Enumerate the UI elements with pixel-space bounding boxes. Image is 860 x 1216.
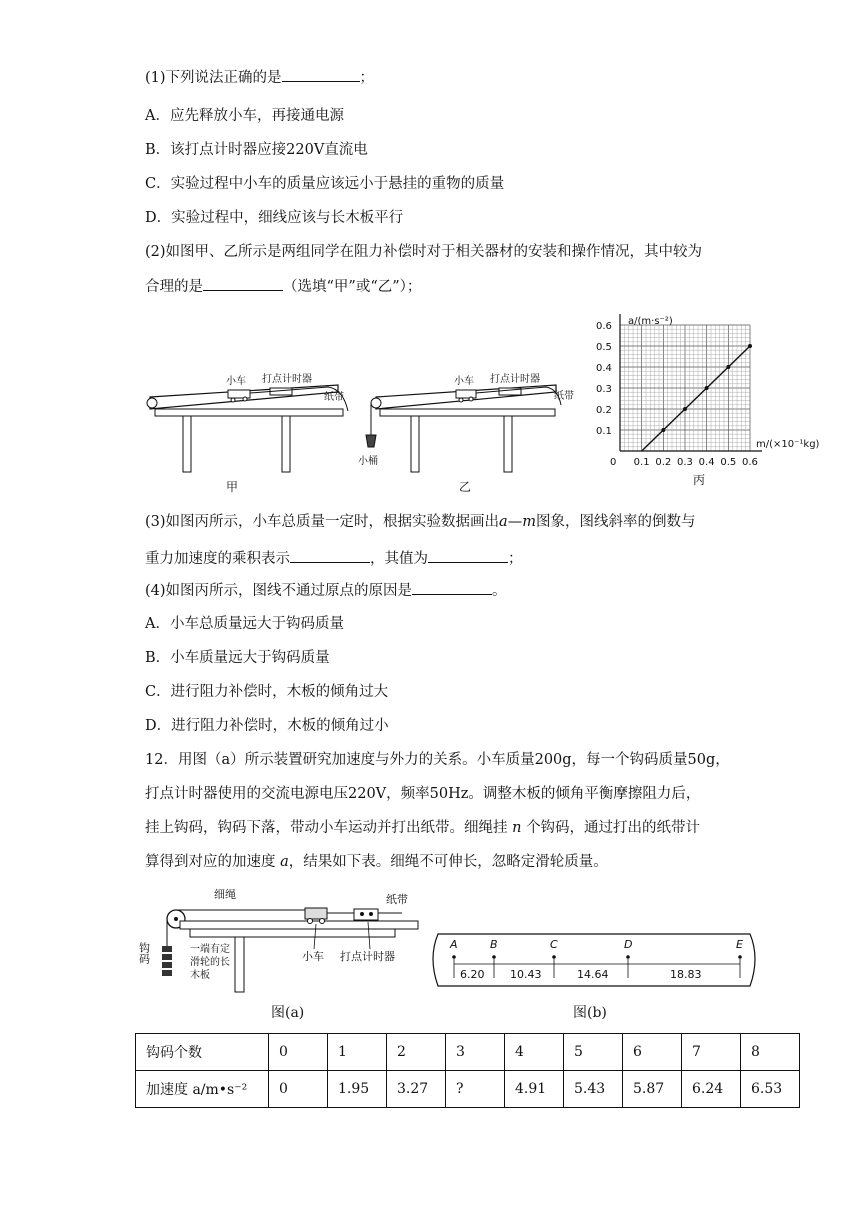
chart-y-label: a/(m·s⁻²) <box>628 316 673 327</box>
q1-option-b: B．该打点计时器应接220V直流电 <box>145 142 368 158</box>
q1-stem <box>145 67 374 88</box>
table-cell: 3 <box>446 1034 505 1071</box>
table-row-label: 加速度 a/m•s⁻² <box>136 1071 269 1108</box>
table-cell: 3.27 <box>387 1071 446 1108</box>
tape-point-label: C <box>550 938 558 951</box>
q1-option-d: D．实验过程中，细线应该与长木板平行 <box>145 210 404 226</box>
q4-answer-blank[interactable] <box>412 580 492 595</box>
q2-line2 <box>145 276 421 297</box>
q1-stem-text: (1)下列说法正确的是 <box>145 70 282 86</box>
jia-tape-label: 纸带 <box>324 392 344 403</box>
q4-option-b: B．小车质量远大于钩码质量 <box>145 650 330 666</box>
q3-line2-c: ； <box>508 551 523 567</box>
q12-var-n: n <box>512 820 522 836</box>
a-table-top <box>190 929 395 937</box>
table-row <box>136 1071 800 1108</box>
tape-distance-label: 6.20 <box>460 968 485 981</box>
q12-line1: 12．用图（a）所示装置研究加速度与外力的关系。小车质量200g，每一个钩码质量50g， <box>145 752 730 768</box>
q4-stem <box>145 580 507 601</box>
yi-timer-label: 打点计时器 <box>490 374 540 385</box>
table-cell: 1.95 <box>328 1071 387 1108</box>
chart-x-tick-label: 0.2 <box>655 457 672 468</box>
a-timer-dot <box>369 912 373 916</box>
tape-distance-label: 10.43 <box>510 968 542 981</box>
table-cell: 8 <box>741 1034 800 1071</box>
figure-jia <box>138 365 368 495</box>
a-wheel-icon <box>320 919 325 924</box>
a-timer-icon <box>354 909 378 920</box>
chart-x-tick-label: 0.5 <box>720 457 737 468</box>
table-cell: ? <box>446 1071 505 1108</box>
tape-dot <box>452 955 456 959</box>
yi-wheel-icon <box>459 398 463 402</box>
q4-stem-end: 。 <box>492 583 507 599</box>
chart-fit-line <box>642 346 750 451</box>
chart-y-tick-label: 0.3 <box>596 384 612 395</box>
table-cell: 6.24 <box>682 1071 741 1108</box>
jia-table-top <box>155 409 343 416</box>
table-cell: 7 <box>682 1034 741 1071</box>
yi-bucket-icon <box>366 435 376 447</box>
q3-var-m: m <box>522 514 536 530</box>
a-pulley-axle <box>174 917 178 921</box>
q3-text-b: 图象，图线斜率的倒数与 <box>535 514 696 530</box>
q12-line4 <box>145 852 608 872</box>
q3-line2 <box>145 548 523 569</box>
a-table-leg <box>235 937 244 992</box>
q3-line2-b: ，其值为 <box>370 551 428 567</box>
jia-car-label: 小车 <box>226 376 246 387</box>
q12-line4-tail: ，结果如下表。细绳不可伸长，忽略定滑轮质量。 <box>288 854 608 870</box>
a-timer-label: 打点计时器 <box>340 950 395 963</box>
q12-line2: 打点计时器使用的交流电源电压220V，频率50Hz。调整木板的倾角平衡摩擦阻力后， <box>145 786 701 802</box>
a-car-label: 小车 <box>302 950 324 963</box>
yi-car-icon <box>456 390 476 398</box>
q1-option-c: C．实验过程中小车的质量应该远小于悬挂的重物的质量 <box>145 176 505 192</box>
tape-dot <box>738 955 742 959</box>
jia-timer-label: 打点计时器 <box>262 374 312 385</box>
a-weight-icon <box>162 962 172 968</box>
q2-line2-a: 合理的是 <box>145 279 203 295</box>
yi-tape-label: 纸带 <box>554 391 574 402</box>
q2-line1: (2)如图甲、乙所示是两组同学在阻力补偿时对于相关器材的安装和操作情况，其中较为 <box>145 244 703 260</box>
tape-distance-label: 14.64 <box>577 968 609 981</box>
a-weight-icon <box>162 954 172 960</box>
tape-point-label: B <box>490 938 498 951</box>
jia-table-leg-right <box>282 416 290 472</box>
q1-option-a: A．应先释放小车，再接通电源 <box>145 108 344 124</box>
figure-bing-chart <box>590 308 830 488</box>
yi-pulley-icon <box>371 398 381 408</box>
jia-pulley-icon <box>147 398 157 408</box>
tape-point-label: E <box>736 938 743 951</box>
chart-x-tick-label: 0 <box>610 457 617 468</box>
q3-answer-blank-1[interactable] <box>290 548 370 563</box>
chart-data-point <box>726 365 730 369</box>
q4-stem-text: (4)如图丙所示，图线不通过原点的原因是 <box>145 583 413 599</box>
jia-caption: 甲 <box>226 480 239 494</box>
table-row <box>136 1034 800 1071</box>
q1-answer-blank[interactable] <box>282 67 360 82</box>
yi-caption: 乙 <box>459 480 472 494</box>
chart-x-tick-label: 0.1 <box>633 457 650 468</box>
yi-car-label: 小车 <box>454 376 474 387</box>
table-cell: 4 <box>505 1034 564 1071</box>
table-cell: 6 <box>623 1034 682 1071</box>
chart-grid <box>620 325 750 451</box>
tape-dot <box>552 955 556 959</box>
tape-dot <box>626 955 630 959</box>
a-rope-label: 细绳 <box>214 888 236 901</box>
chart-x-tick-label: 0.4 <box>698 457 715 468</box>
q4-option-c: C．进行阻力补偿时，木板的倾角过大 <box>145 684 389 700</box>
q12-line3-text: 挂上钩码，钩码下落，带动小车运动并打出纸带。细绳挂 <box>145 820 508 836</box>
tape-point-label: A <box>450 938 458 951</box>
q2-answer-blank[interactable] <box>203 276 283 291</box>
chart-y-tick-label: 0.4 <box>596 363 612 374</box>
table-cell: 0 <box>269 1071 328 1108</box>
q4-option-d: D．进行阻力补偿时，木板的倾角过小 <box>145 718 389 734</box>
figure-a <box>137 884 422 994</box>
tape-dot <box>492 955 496 959</box>
yi-table-leg-left <box>411 416 419 472</box>
chart-marks <box>642 344 752 451</box>
figure-b <box>430 928 766 994</box>
a-weights-label: 钩码 <box>137 942 151 964</box>
yi-table-leg-right <box>504 416 512 472</box>
a-car-icon <box>305 908 327 919</box>
q3-line1 <box>145 512 695 532</box>
a-board-label-2: 滑轮的长 <box>190 957 230 968</box>
jia-table-leg-left <box>183 416 191 472</box>
yi-bucket-label: 小桶 <box>358 456 378 467</box>
q3-text-a: (3)如图丙所示，小车总质量一定时，根据实验数据画出 <box>145 514 500 530</box>
chart-y-tick-label: 0.5 <box>596 342 612 353</box>
chart-y-tick-label: 0.6 <box>596 321 612 332</box>
jia-car-icon <box>228 390 250 398</box>
figure-a-caption: 图(a) <box>271 1005 305 1021</box>
q12-line4-text: 算得到对应的加速度 <box>145 854 276 870</box>
a-long-board <box>180 921 418 929</box>
chart-data-point <box>705 386 709 390</box>
table-cell: 2 <box>387 1034 446 1071</box>
q12-line3 <box>145 818 700 838</box>
table-cell: 6.53 <box>741 1071 800 1108</box>
q3-dash: — <box>507 514 523 530</box>
chart-y-tick-label: 0.1 <box>596 426 612 437</box>
a-weight-icon <box>162 970 172 976</box>
table-cell: 1 <box>328 1034 387 1071</box>
q3-line2-a: 重力加速度的乘积表示 <box>145 551 290 567</box>
data-table <box>135 1033 800 1108</box>
q4-option-a: A．小车总质量远大于钩码质量 <box>145 616 344 632</box>
a-timer-dot <box>360 912 364 916</box>
tape-point-label: D <box>624 938 633 951</box>
a-weight-icon <box>162 946 172 952</box>
bing-caption: 丙 <box>693 473 706 487</box>
q12-var-a: a <box>280 854 289 870</box>
chart-y-tick-label: 0.2 <box>596 405 612 416</box>
table-cell: 5.43 <box>564 1071 623 1108</box>
table-cell: 4.91 <box>505 1071 564 1108</box>
q12-line3-tail: 个钩码，通过打出的纸带计 <box>526 820 701 836</box>
chart-data-point <box>748 344 752 348</box>
table-cell: 0 <box>269 1034 328 1071</box>
chart-x-label: m/(×10⁻¹kg) <box>756 439 820 450</box>
yi-wheel-icon <box>469 397 473 401</box>
chart-x-tick-label: 0.6 <box>742 457 758 468</box>
a-board-label-3: 木板 <box>190 970 210 981</box>
jia-wheel-icon <box>231 398 235 402</box>
tape-distance-label: 18.83 <box>670 968 702 981</box>
q2-line2-b: （选填“甲”或“乙”）； <box>283 279 422 295</box>
a-wheel-icon <box>308 919 313 924</box>
q1-stem-end: ； <box>359 70 375 86</box>
figure-yi <box>356 365 586 495</box>
chart-data-point <box>661 428 665 432</box>
table-cell: 5.87 <box>623 1071 682 1108</box>
chart-data-point <box>683 407 687 411</box>
jia-wheel-icon <box>243 397 247 401</box>
table-row-label: 钩码个数 <box>136 1034 269 1071</box>
yi-table-top <box>380 409 555 416</box>
a-board-label-1: 一端有定 <box>190 944 230 955</box>
q3-answer-blank-2[interactable] <box>428 548 508 563</box>
figure-b-caption: 图(b) <box>573 1005 607 1021</box>
chart-x-tick-label: 0.3 <box>677 457 693 468</box>
table-cell: 5 <box>564 1034 623 1071</box>
a-tape-label: 纸带 <box>386 893 408 906</box>
q3-var-a: a <box>499 514 508 530</box>
